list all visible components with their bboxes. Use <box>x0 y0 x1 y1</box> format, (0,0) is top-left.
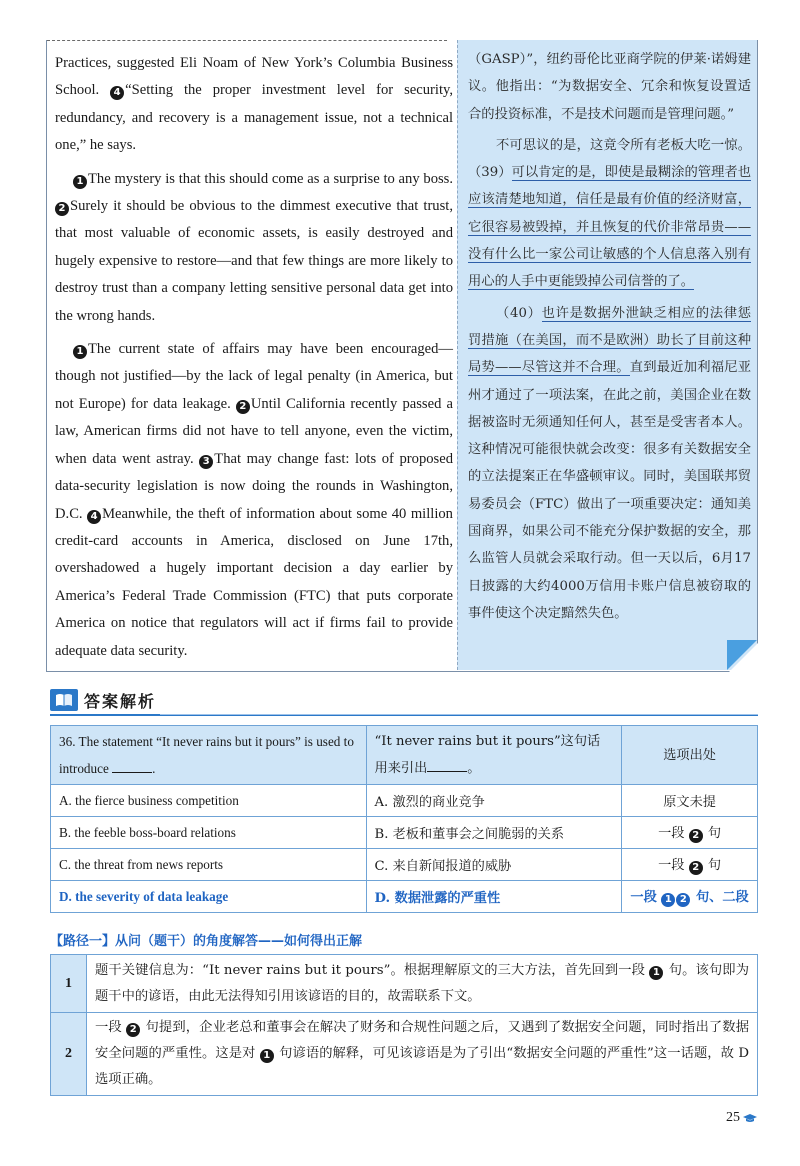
step-text: 一段 2 句提到，企业老总和董事会在解决了财务和合规性问题之后，又遇到了数据安全问题，同时指出了数据安全问题的严重性。这是对 1 句谚语的解释，可见该谚语是为了引出“数据安全问题的严重性”这一话题，故 D 选项正确。 <box>87 1013 758 1096</box>
english-paragraph-2: 1 The mystery is that this should come as a surprise to any boss. 2 Surely it should be obvious to the dimmest executive that trust, that most valuable of economic assets, is easily destroyed and hugely expensive to restore—and that few things are more likely to destroy trust than a company letting sensitive personal data get into the wrong hands. <box>55 170 453 324</box>
chinese-paragraph-2: 不可思议的是，这竟令所有老板大吃一惊。（39）可以肯定的是，即使是最糊涂的管理者也应该清楚地知道，信任是最有价值的经济财富，它很容易被毁掉，并且恢复的代价非常昂贵——没有什么比一家公司让敏感的个人信息落入别有用心的人手中更能毁掉公司信誉的了。 <box>468 137 752 290</box>
english-paragraph-3: 1 The current state of affairs may have been encouraged—though not justified—by the lack of legal penalty (in America, but not Europe) for data leakage. 2 Until California recently passed a law, American firms did not have to tell anyone, even the victim, when data went astray. 3 That may change fast: lots of proposed data-security legislation is now doing the rounds in Washington, D.C. 4 Meanwhile, the theft of information about some 40 million credit-card accounts in America, disclosed on June 17th, overshadowed a hugely important decision a day earlier by America’s Federal Trade Commission (FTC) that puts corporate America on notice that regulators will act if firms fail to provide adequate data security. <box>55 341 453 659</box>
steps-table <box>50 954 758 1096</box>
passage-frame <box>46 40 758 672</box>
step-number: 1 <box>51 955 87 1013</box>
table-header-row <box>51 726 758 785</box>
english-paragraph-1: Practices, suggested Eli Noam of New York’s Columbia Business School. 4 “Setting the proper investment level for security, redundancy, and recovery is a management issue, not a technical one,” he says. <box>55 55 453 154</box>
sentence-1-marker-icon: 1 <box>661 893 675 907</box>
answer-table <box>50 725 758 913</box>
source-header: 选项出处 <box>622 726 758 785</box>
step-text: 题干关键信息为：“It never rains but it pours”。根据理解原文的三大方法，首先回到一段 1 句。该句即为题干中的谚语，由此无法得知引用该谚语的目的，故需联系下文。 <box>87 955 758 1013</box>
page-corner-fold-icon <box>727 640 757 670</box>
sentence-4-marker-icon: 4 <box>110 86 124 100</box>
sentence-2-marker-icon: 2 <box>126 1023 140 1037</box>
sentence-2-marker-icon: 2 <box>236 400 250 414</box>
table-row: B. the feeble boss-board relations B. 老板和董事会之间脆弱的关系 一段 2 句 <box>51 817 758 849</box>
sentence-1-marker-icon: 1 <box>649 966 663 980</box>
sentence-4-marker-icon: 4 <box>87 510 101 524</box>
graduation-cap-icon <box>742 1112 758 1124</box>
question-en: 36. The statement “It never rains but it pours” is used to introduce . <box>51 726 367 785</box>
sentence-3-marker-icon: 3 <box>199 455 213 469</box>
path-title: 【路径一】从问（题干）的角度解答——如何得出正解 <box>50 934 363 949</box>
step-number: 2 <box>51 1013 87 1096</box>
step-row <box>51 955 758 1013</box>
top-dashed-line <box>47 40 447 42</box>
sentence-1-marker-icon: 1 <box>73 175 87 189</box>
page-number: 25 <box>726 1110 758 1126</box>
table-row: A. the fierce business competition A. 激烈的商业竞争 原文未提 <box>51 785 758 817</box>
section-divider <box>50 714 758 716</box>
book-icon <box>50 689 78 711</box>
section-title: 答案解析 <box>84 691 157 711</box>
table-row-correct: D. the severity of data leakage D. 数据泄露的严重性 一段 1 2 句、二段 <box>51 881 758 913</box>
section-header <box>50 688 156 712</box>
sentence-1-marker-icon: 1 <box>73 345 87 359</box>
sentence-2-marker-icon: 2 <box>55 202 69 216</box>
step-row <box>51 1013 758 1096</box>
sentence-2-marker-icon: 2 <box>689 829 703 843</box>
english-passage <box>55 50 453 665</box>
underlined-answer-39: 可以肯定的是，即使是最糊涂的管理者也应该清楚地知道，信任是最有价值的经济财富，它很容易被毁掉，并且恢复的代价非常昂贵——没有什么比一家公司让敏感的个人信息落入别有用心的人手中更能毁掉公司信誉的了。 <box>468 165 752 290</box>
sentence-2-marker-icon: 2 <box>689 861 703 875</box>
sentence-2-marker-icon: 2 <box>676 893 690 907</box>
chinese-paragraph-3: （40）也许是数据外泄缺乏相应的法律惩罚措施（在美国，而不是欧洲）助长了目前这种局势——尽管这并不合理。直到最近加利福尼亚州才通过了一项法案，在此之前，美国企业在数据被盗时无须通知任何人，甚至是受害者本人。这种情况可能很快就会改变：很多有关数据安全的立法提案正在华盛顿审议。同时，美国联邦贸易委员会（FTC）做出了一项重要决定：通知美国商界，如果公司不能充分保护数据的安全，那么监管人员就会采取行动。但一天以后，6月17日披露的大约4000万信用卡账户信息被窃取的事件使这个决定黯然失色。 <box>468 305 752 621</box>
chinese-translation-panel <box>457 40 757 670</box>
chinese-paragraph-1: （GASP）”，纽约哥伦比亚商学院的伊莱·诺姆建议。他指出：“为数据安全、冗余和恢复设置适合的投资标准，不是技术问题而是管理问题。” <box>468 52 751 122</box>
table-row: C. the threat from news reports C. 来自新闻报道的威胁 一段 2 句 <box>51 849 758 881</box>
question-cn: “It never rains but it pours”这句话用来引出 。 <box>366 726 622 785</box>
sentence-1-marker-icon: 1 <box>260 1049 274 1063</box>
underlined-answer-40: 也许是数据外泄缺乏相应的法律惩罚措施（在美国，而不是欧洲）助长了目前这种局势——尽管这并不合理。 <box>468 305 752 376</box>
